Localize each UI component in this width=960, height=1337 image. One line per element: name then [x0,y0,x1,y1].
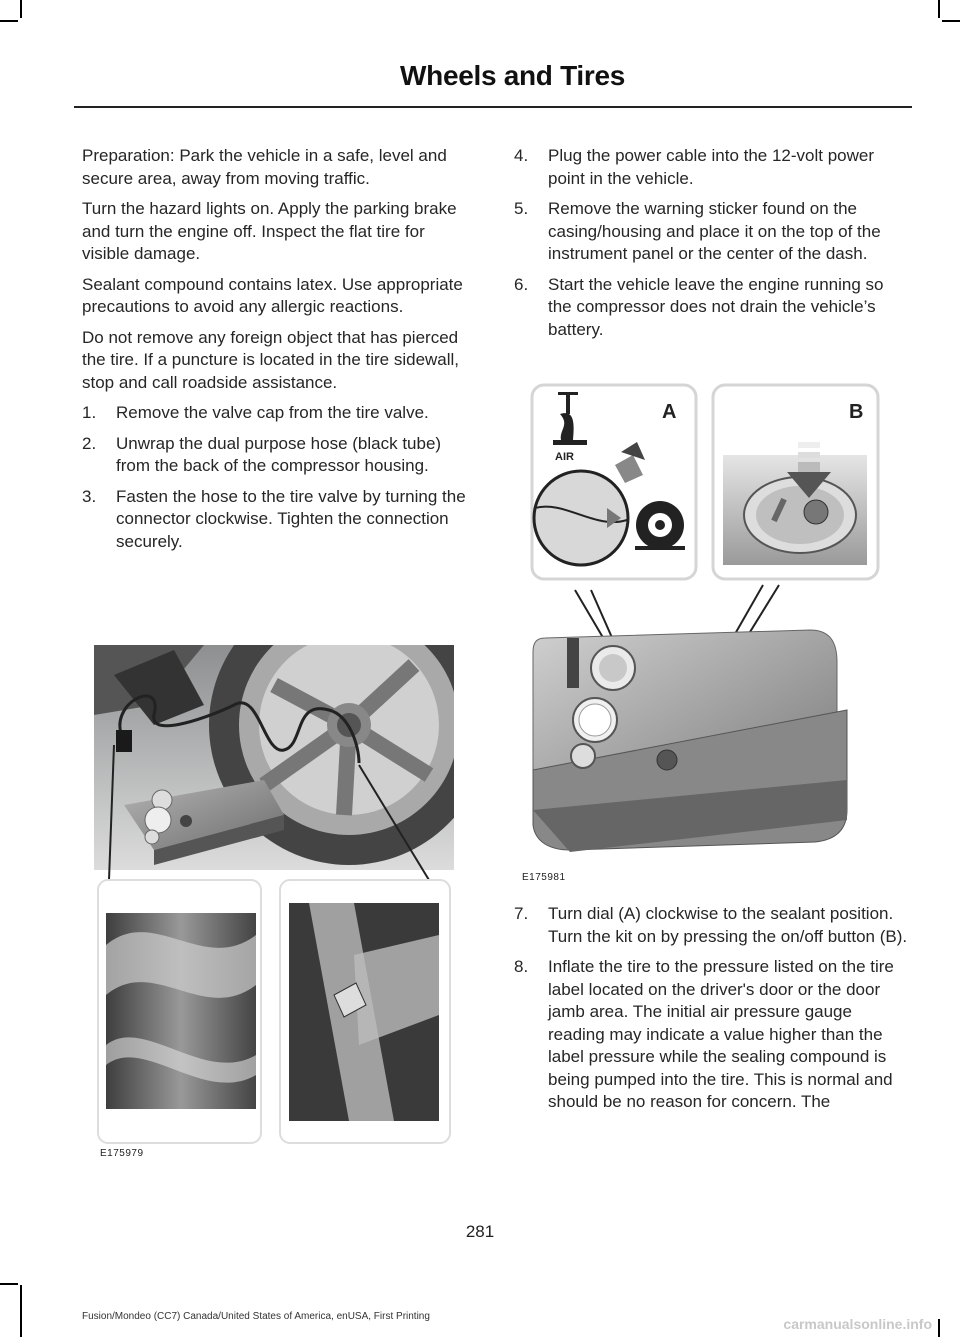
step-text: Remove the valve cap from the tire valve. [116,403,429,422]
step-number: 5. [514,199,529,218]
list-item [514,956,910,1114]
list-item [514,903,910,948]
controls-diagram [515,380,885,885]
list-item [514,198,910,266]
page-number: 281 [465,1222,495,1241]
list-item [82,402,475,425]
compressor-hose-illustration [94,645,454,1159]
list-item [514,145,910,190]
crop-mark [942,20,960,22]
crop-mark [20,0,22,18]
step-text: Start the vehicle leave the engine running so the compressor does not drain the vehicle’s battery. [548,274,884,339]
step-number: 3. [82,486,97,506]
step-text: Plug the power cable into the 12-volt power point in the vehicle. [548,146,875,188]
air-label: AIR [555,451,574,463]
step-text: Fasten the hose to the tire valve by turning the connector clockwise. Tighten the connection securely. [116,486,466,551]
step-number: 4. [514,146,529,165]
list-item [514,274,910,342]
label-a: A [662,401,677,423]
step-number: 8. [514,957,529,976]
right-column-top [514,145,910,349]
step-text: Inflate the tire to the pressure listed on the tire label located on the driver's door or the door jamb area. The initial air pressure gauge reading may indicate a value higher than the label pressure while the sealing compound is being pumped into the tire. This is normal and should be no reason for concern. The [548,957,894,1111]
label-b: B [849,401,864,423]
watermark: carmanualsonline.info [783,1316,932,1332]
list-item [82,433,475,478]
paragraph: Sealant compound contains latex. Use appropriate precautions to avoid any allergic reactions. [82,274,463,316]
step-text: Unwrap the dual purpose hose (black tube) from the back of the compressor housing. [116,433,442,475]
page-title: Wheels and Tires [400,60,625,91]
left-column [82,145,475,561]
step-text: Remove the warning sticker found on the casing/housing and place it on the top of the instrument panel or the center of the dash. [548,199,881,263]
step-text: Turn dial (A) clockwise to the sealant position. Turn the kit on by pressing the on/off button (B). [548,904,908,946]
step-number: 2. [82,433,97,453]
crop-mark [20,1285,22,1337]
paragraph: Turn the hazard lights on. Apply the parking brake and turn the engine off. Inspect the flat tire for visible damage. [82,199,457,263]
header-rule [74,106,912,108]
right-column-bottom [514,903,910,1122]
paragraph: Do not remove any foreign object that has pierced the tire. If a puncture is located in the tire sidewall, stop and call roadside assistance. [82,327,460,392]
footer-text: Fusion/Mondeo (CC7) Canada/United States of America, enUSA, First Printing [82,1311,430,1322]
compressor-controls-illustration [515,380,885,885]
hose-diagram [94,645,454,1145]
list-item [82,486,475,554]
step-number: 1. [82,403,97,422]
crop-mark [0,1283,18,1285]
crop-mark [938,1319,940,1337]
step-number: 7. [514,904,529,923]
crop-mark [0,20,18,22]
paragraph: Preparation: Park the vehicle in a safe, level and secure area, away from moving traffic. [82,146,447,188]
crop-mark [938,0,940,18]
figure-code: E175979 [100,1148,144,1159]
step-number: 6. [514,274,529,294]
figure-code: E175981 [522,872,566,883]
